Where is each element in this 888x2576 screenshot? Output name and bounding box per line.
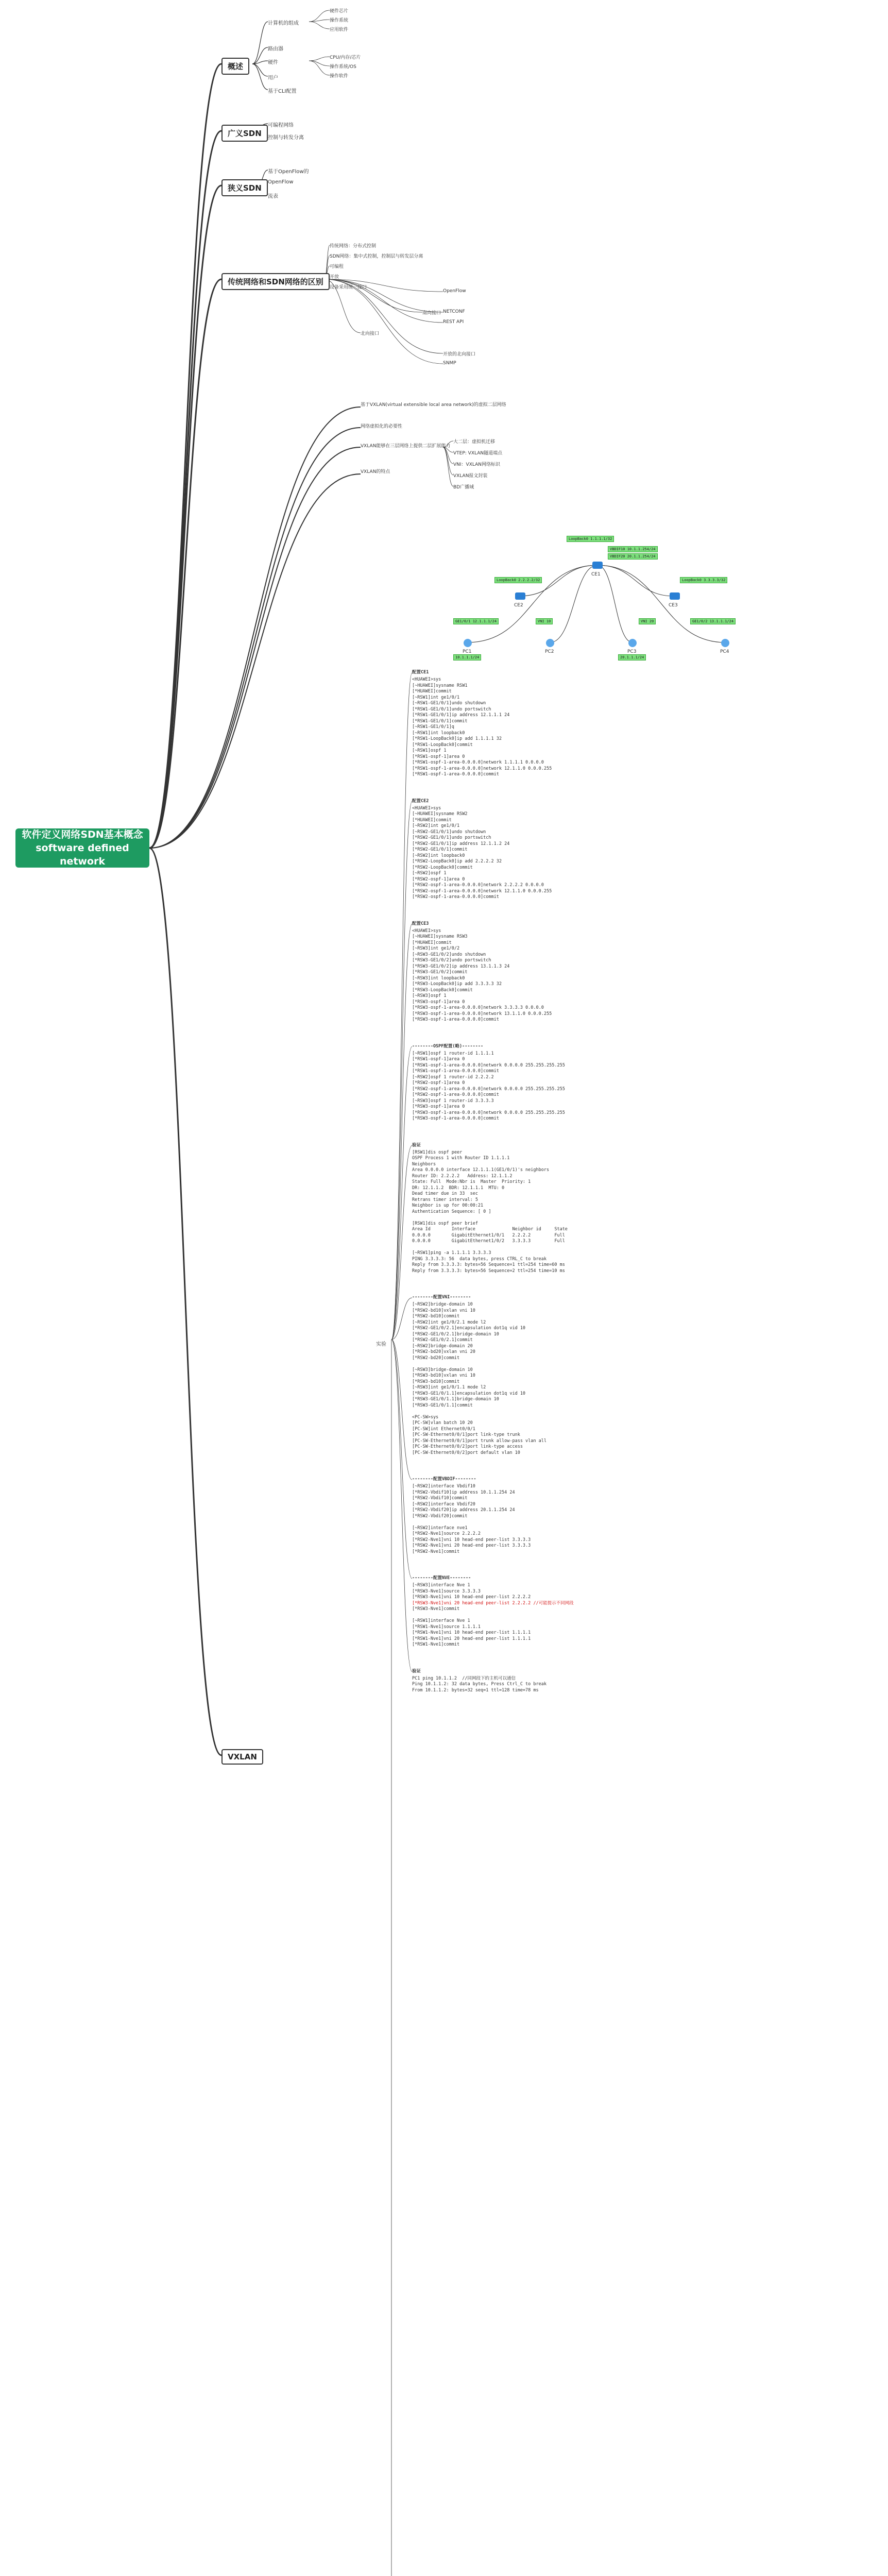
vxlan-intro-0: 基于VXLAN(virtual extensible local area network)的虚拟二层网络 bbox=[361, 402, 506, 408]
config-line: [*RSW1-ospf-1-area-0.0.0.0]network 0.0.0.0 255.255.255.255 bbox=[412, 1062, 565, 1068]
config-line: [*RSW3-GE1/0/2]commit bbox=[412, 970, 468, 975]
config-line: Ping 10.1.1.2: 32 data bytes, Press Ctrl_C to break bbox=[412, 1682, 547, 1687]
config-line: [~RSW2]interface nve1 bbox=[412, 1525, 468, 1531]
config-line: [~RSW1]ospf 1 router-id 1.1.1.1 bbox=[412, 1050, 494, 1056]
vxlan-intro-1: 网络虚拟化的必要性 bbox=[361, 424, 403, 429]
config-line: [~RSW3]int loopback0 bbox=[412, 975, 465, 981]
config-line: 0.0.0.0 GigabitEthernet1/0/2 3.3.3.3 Full bbox=[412, 1239, 565, 1244]
config-line: [*RSW2-GE1/0/2.1]commit bbox=[412, 1337, 473, 1343]
connector-line bbox=[309, 10, 330, 22]
config-line: Router ID: 2.2.2.2 Address: 12.1.1.2 bbox=[412, 1173, 513, 1179]
config-line: [*RSW2-Vbdif20]commit bbox=[412, 1513, 468, 1519]
pc-icon bbox=[628, 639, 637, 647]
config-line: [~RSW2]ospf 1 router-id 2.2.2.2 bbox=[412, 1074, 494, 1080]
config-line: [*RSW2-Nve1]vni 20 head-end peer-list 3.3.3.3 bbox=[412, 1543, 531, 1548]
intro-sub-0-2: 应用软件 bbox=[330, 27, 349, 32]
config-line: [*HUAWEI]commit bbox=[412, 940, 452, 945]
connector-line bbox=[391, 924, 412, 1340]
config-section-heading: 验证 bbox=[412, 1668, 421, 1674]
config-line: [*RSW1-Nve1]vni 20 head-end peer-list 1.1.1.1 bbox=[412, 1636, 531, 1641]
config-line: [~RSW3]interface Nve 1 bbox=[412, 1583, 470, 1588]
config-line: [*RSW2-Nve1]commit bbox=[412, 1549, 460, 1554]
connector-line bbox=[149, 447, 361, 848]
topology-node-label: PC4 bbox=[720, 649, 729, 654]
config-line: [~RSW1]int loopback0 bbox=[412, 730, 465, 736]
config-line: [*RSW2-ospf-1-area-0.0.0.0]network 0.0.0.0 255.255.255.255 bbox=[412, 1086, 565, 1092]
tradition-child-5: 南向接口 bbox=[422, 311, 441, 316]
broad-child-1: 控制与转发分离 bbox=[268, 135, 304, 141]
config-line: [*RSW3-GE1/0/2]undo portswitch bbox=[412, 958, 491, 963]
pc-icon bbox=[464, 639, 472, 647]
config-line: [~RSW1-GE1/0/1]undo shutdown bbox=[412, 701, 486, 706]
config-line: Reply from 3.3.3.3: bytes=56 Sequence=1 ttl=254 time=60 ms bbox=[412, 1262, 565, 1267]
config-line: [~RSW1]ospf 1 bbox=[412, 748, 447, 753]
root-title: 软件定义网络SDN基本概念 bbox=[22, 829, 143, 840]
side-label-experiment: 实验 bbox=[376, 1342, 386, 1347]
connector-line bbox=[391, 1340, 412, 1579]
connector-line bbox=[252, 47, 268, 64]
config-line: [*RSW3-ospf-1-area-0.0.0.0]network 3.3.3.3 0.0.0.0 bbox=[412, 1005, 544, 1010]
config-line: [*RSW1-ospf-1-area-0.0.0.0]commit bbox=[412, 772, 499, 777]
config-line: DR: 12.1.1.2 BDR: 12.1.1.1 MTU: 0 bbox=[412, 1185, 505, 1191]
connector-line bbox=[325, 279, 443, 364]
branch-narrow-sdn[interactable]: 狭义SDN bbox=[221, 179, 268, 196]
topology-address-tag: GE1/0/2 13.1.1.1/24 bbox=[690, 618, 736, 624]
vxlan-point-2: VNI：VXLAN网络标识 bbox=[453, 462, 500, 467]
connector-line bbox=[550, 565, 597, 642]
config-line: [*RSW3-ospf-1-area-0.0.0.0]commit bbox=[412, 1017, 499, 1022]
config-line: [RSW1]dis ospf peer bbox=[412, 1149, 463, 1155]
connector-line bbox=[252, 64, 268, 90]
config-line: [PC-SW-Ethernet0/0/2]port link-type access bbox=[412, 1444, 523, 1449]
config-line: [~HUAWEI]sysname RSW1 bbox=[412, 683, 468, 688]
config-line: [*RSW3-ospf-1]area 0 bbox=[412, 999, 465, 1005]
config-section-heading: 验证 bbox=[412, 1142, 421, 1148]
config-line: [*RSW2-ospf-1-area-0.0.0.0]network 2.2.2.2 0.0.0.0 bbox=[412, 883, 544, 888]
config-line: [~RSW3]bridge-domain 10 bbox=[412, 1367, 473, 1372]
config-line: [*RSW3-Nve1]source 3.3.3.3 bbox=[412, 1588, 481, 1594]
config-line: [*RSW3-GE1/0/1.1]encapsulation dot1q vid 10 bbox=[412, 1391, 526, 1396]
connector-line bbox=[325, 279, 443, 353]
config-line: From 10.1.1.2: bytes=32 seq=1 ttl=128 time=78 ms bbox=[412, 1687, 539, 1693]
config-line: [*RSW1-GE1/0/1]undo portswitch bbox=[412, 706, 491, 712]
config-line: [*RSW2-LoopBack0]ip add 2.2.2.2 32 bbox=[412, 859, 502, 864]
topology-node-label: CE1 bbox=[591, 572, 601, 577]
config-section-heading: 配置CE3 bbox=[412, 921, 429, 926]
config-line: Authentication Sequence: [ 0 ] bbox=[412, 1209, 491, 1214]
config-section-heading: --------OSPF配置(略)-------- bbox=[412, 1043, 484, 1049]
config-line: [*RSW2-ospf-1-area-0.0.0.0]commit bbox=[412, 1092, 499, 1097]
connector-line bbox=[443, 447, 453, 486]
config-line: [~HUAWEI]sysname RSW2 bbox=[412, 811, 468, 817]
tradition-child-10: 开放的北向接口 bbox=[443, 352, 476, 357]
config-line: [*RSW1-GE1/0/1]ip address 12.1.1.1 24 bbox=[412, 713, 510, 718]
config-section-heading: --------配置NVE-------- bbox=[412, 1575, 471, 1581]
config-line: [*RSW2-bd10]commit bbox=[412, 1314, 460, 1319]
config-line: [*RSW1-LoopBack0]commit bbox=[412, 742, 473, 748]
connector-line bbox=[309, 61, 330, 75]
config-line: [*RSW2-GE1/0/2.1]encapsulation dot1q vid 10 bbox=[412, 1326, 526, 1331]
config-line: [*RSW1-GE1/0/1]commit bbox=[412, 718, 468, 724]
config-line: [*RSW2-ospf-1]area 0 bbox=[412, 876, 465, 882]
config-line: [~RSW3-GE1/0/2]undo shutdown bbox=[412, 952, 486, 957]
config-line: [~RSW3]ospf 1 router-id 3.3.3.3 bbox=[412, 1098, 494, 1104]
intro-sub-0-0: 硬件芯片 bbox=[330, 9, 349, 14]
config-line: [PC-SW]int Ethernet0/0/1 bbox=[412, 1426, 475, 1432]
config-line: [~RSW1]ping -a 1.1.1.1 3.3.3.3 bbox=[412, 1250, 491, 1256]
tradition-child-7: OpenFlow bbox=[443, 289, 466, 294]
pc-icon bbox=[721, 639, 729, 647]
connector-line bbox=[391, 1047, 412, 1340]
tradition-child-11: SNMP bbox=[443, 361, 456, 366]
config-line: [*RSW1-ospf-1]area 0 bbox=[412, 754, 465, 759]
config-line: [*RSW2-Nve1]source 2.2.2.2 bbox=[412, 1531, 481, 1536]
config-line: [*RSW3-ospf-1-area-0.0.0.0]network 13.1.1.0 0.0.0.255 bbox=[412, 1011, 552, 1016]
branch-intro[interactable]: 概述 bbox=[221, 58, 249, 75]
config-line: <HUAWEI>sys bbox=[412, 805, 441, 811]
topology-address-tag: GE1/0/1 12.1.1.1/24 bbox=[453, 618, 499, 624]
vxlan-point-0: 大二层：虚拟机迁移 bbox=[453, 439, 496, 445]
config-line: [*RSW2-GE1/0/1]undo portswitch bbox=[412, 835, 491, 840]
narrow-child-0: 基于OpenFlow的 bbox=[268, 169, 309, 175]
branch-broad-sdn[interactable]: 广义SDN bbox=[221, 125, 268, 142]
config-line: [~RSW3]int ge1/0/2 bbox=[412, 946, 460, 951]
config-line: [*RSW3-GE1/0/2]ip address 13.1.1.3 24 bbox=[412, 963, 510, 969]
tradition-child-9: REST API bbox=[443, 319, 464, 325]
vxlan-intro-2: VXLAN能够在三层网络上提供二层扩展能力 bbox=[361, 444, 451, 449]
config-line: [*HUAWEI]commit bbox=[412, 817, 452, 823]
config-line: [~RSW2]bridge-domain 10 bbox=[412, 1302, 473, 1307]
config-line: Area 0.0.0.0 interface 12.1.1.1(GE1/0/1)'s neighbors bbox=[412, 1167, 550, 1173]
tradition-child-0: 传统网络：分布式控制 bbox=[330, 244, 377, 249]
config-line: [*RSW1-Nve1]source 1.1.1.1 bbox=[412, 1624, 481, 1630]
config-line: [~RSW2]interface Vbdif20 bbox=[412, 1501, 475, 1507]
config-line: [*RSW3-ospf-1-area-0.0.0.0]commit bbox=[412, 1116, 499, 1121]
config-line: [*RSW2-Nve1]vni 10 head-end peer-list 3.3.3.3 bbox=[412, 1537, 531, 1543]
broad-child-0: 可编程网络 bbox=[268, 123, 294, 128]
switch-icon bbox=[515, 592, 525, 600]
config-line: Retrans timer interval: 5 bbox=[412, 1197, 478, 1202]
config-line: [*RSW2-ospf-1-area-0.0.0.0]network 12.1.1.0 0.0.0.255 bbox=[412, 888, 552, 894]
connector-line bbox=[149, 185, 221, 848]
connector-line bbox=[391, 802, 412, 1340]
intro-sub-2-1: 操作系统/OS bbox=[330, 64, 356, 70]
narrow-child-1: OpenFlow bbox=[268, 179, 294, 185]
connector-line bbox=[391, 1146, 412, 1340]
connector-line bbox=[149, 474, 361, 848]
intro-sub-0-1: 操作系统 bbox=[330, 18, 349, 23]
topology-address-tag: 10.1.1.1/24 bbox=[453, 654, 481, 660]
config-line: [*RSW2-Vbdif10]ip address 10.1.1.254 24 bbox=[412, 1489, 515, 1495]
topology-address-tag: VBDIF20 20.1.1.254/24 bbox=[608, 553, 658, 560]
config-line: [~RSW3]int ge1/0/1.1 mode l2 bbox=[412, 1385, 486, 1390]
intro-child-4: 基于CLI配置 bbox=[268, 89, 297, 94]
config-line: [*RSW3-ospf-1-area-0.0.0.0]network 0.0.0.0 255.255.255.255 bbox=[412, 1110, 565, 1115]
config-line: <HUAWEI>sys bbox=[412, 928, 441, 934]
config-line: [~RSW1-GE1/0/1]q bbox=[412, 724, 454, 730]
topology-node-label: PC2 bbox=[545, 649, 554, 654]
config-line: [*RSW1-LoopBack0]ip add 1.1.1.1 32 bbox=[412, 736, 502, 741]
config-line: [PC-SW-Ethernet0/0/1]port link-type trunk bbox=[412, 1432, 520, 1437]
config-section-heading: 配置CE1 bbox=[412, 670, 429, 675]
switch-icon bbox=[670, 592, 680, 600]
vxlan-intro-3: VXLAN的特点 bbox=[361, 469, 390, 474]
config-line: <PC-SW>sys bbox=[412, 1414, 439, 1420]
config-line: [PC-SW-Ethernet0/0/2]port default vlan 10 bbox=[412, 1450, 520, 1455]
connector-line bbox=[309, 57, 330, 61]
config-line: PC1 ping 10.1.1.2 //同网段下的主机可以通信 bbox=[412, 1675, 516, 1681]
topology-node-label: PC1 bbox=[463, 649, 472, 654]
intro-child-2: 硬件 bbox=[268, 60, 278, 65]
config-line: OSPF Process 1 with Router ID 1.1.1.1 bbox=[412, 1156, 510, 1161]
config-line: 0.0.0.0 GigabitEthernet1/0/1 2.2.2.2 Full bbox=[412, 1232, 565, 1238]
topology-address-tag: VBDIF10 10.1.1.254/24 bbox=[608, 546, 658, 552]
connector-line bbox=[443, 447, 453, 475]
config-line: Neighbors bbox=[412, 1161, 436, 1167]
connector-line bbox=[149, 64, 221, 848]
config-section-heading: --------配置VNI-------- bbox=[412, 1295, 471, 1300]
tradition-child-1: SDN网络：集中式控制，控制层与转发层分离 bbox=[330, 254, 423, 259]
config-line: [*RSW2-GE1/0/1]commit bbox=[412, 847, 468, 852]
config-line: [*RSW3-Nve1]commit bbox=[412, 1606, 460, 1612]
config-section-heading: 配置CE2 bbox=[412, 798, 429, 804]
config-line: [*RSW2-ospf-1-area-0.0.0.0]commit bbox=[412, 894, 499, 900]
config-line: [~RSW3]ospf 1 bbox=[412, 993, 447, 998]
topology-node-label: CE3 bbox=[669, 603, 678, 608]
tradition-child-3: 开放 bbox=[330, 275, 339, 280]
topology-address-tag: VNI 10 bbox=[536, 618, 553, 624]
config-line: [*RSW3-LoopBack0]ip add 3.3.3.3 32 bbox=[412, 981, 502, 987]
branch-vxlan[interactable]: VXLAN bbox=[221, 1749, 263, 1765]
topology-node-label: CE2 bbox=[514, 603, 523, 608]
config-line: [*RSW3-Nve1]vni 10 head-end peer-list 2.2.2.2 bbox=[412, 1595, 531, 1600]
config-line: [*RSW2-ospf-1]area 0 bbox=[412, 1080, 465, 1086]
config-line: State: Full Mode:Nbr is Master Priority: 1 bbox=[412, 1179, 531, 1184]
config-line: [*RSW3-bd10]vxlan vni 10 bbox=[412, 1373, 475, 1378]
config-line: [~RSW2]interface Vbdif10 bbox=[412, 1484, 475, 1489]
config-line: [*RSW3-bd10]commit bbox=[412, 1379, 460, 1384]
config-line: [*RSW2-GE1/0/2.1]bridge-domain 10 bbox=[412, 1331, 499, 1337]
config-line: [*RSW2-LoopBack0]commit bbox=[412, 865, 473, 870]
config-line: [*RSW1-ospf-1]area 0 bbox=[412, 1057, 465, 1062]
connector-line bbox=[252, 64, 268, 76]
vxlan-point-4: BD广播域 bbox=[453, 485, 474, 490]
config-line: [*RSW1-ospf-1-area-0.0.0.0]commit bbox=[412, 1069, 499, 1074]
config-line-warning: [*RSW3-Nve1]vni 20 head-end peer-list 2.2.2.2 //可能提示不同网段 bbox=[412, 1600, 574, 1606]
config-line: [*RSW2-bd20]commit bbox=[412, 1355, 460, 1361]
intro-sub-2-0: CPU/内存/芯片 bbox=[330, 55, 361, 60]
topology-address-tag: VNI 20 bbox=[639, 618, 656, 624]
vxlan-point-1: VTEP: VXLAN隧道端点 bbox=[453, 451, 503, 456]
tradition-child-4: 设备采用统一接口 bbox=[330, 285, 367, 290]
config-line: [~RSW2]int ge1/0/2.1 mode l2 bbox=[412, 1319, 486, 1325]
pc-icon bbox=[546, 639, 554, 647]
config-line: [*RSW2-bd10]vxlan vni 10 bbox=[412, 1308, 475, 1313]
connector-line bbox=[309, 22, 330, 29]
topology-address-tag: LoopBack0 3.3.3.3/32 bbox=[680, 577, 727, 583]
root-node[interactable] bbox=[15, 828, 149, 868]
config-line: Dead timer due in 33 sec bbox=[412, 1191, 478, 1196]
config-line: [*RSW1-Nve1]vni 10 head-end peer-list 1.1.1.1 bbox=[412, 1630, 531, 1635]
topology-address-tag: 20.1.1.1/24 bbox=[618, 654, 646, 660]
config-section-heading: --------配置VBDIF-------- bbox=[412, 1477, 476, 1482]
topology-node-label: PC3 bbox=[627, 649, 637, 654]
tradition-child-2: 可编程 bbox=[330, 264, 344, 269]
config-line: [*RSW3-ospf-1]area 0 bbox=[412, 1104, 465, 1109]
topology-address-tag: LoopBack0 1.1.1.1/32 bbox=[567, 536, 614, 542]
config-line: [~RSW1]int ge1/0/1 bbox=[412, 694, 460, 700]
config-line: [*RSW2-Vbdif10]commit bbox=[412, 1496, 468, 1501]
config-line: Reply from 3.3.3.3: bytes=56 Sequence=2 ttl=254 time=10 ms bbox=[412, 1268, 565, 1274]
config-line: [*RSW2-GE1/0/1]ip address 12.1.1.2 24 bbox=[412, 841, 510, 846]
config-line: Neighbor is up for 00:00:21 bbox=[412, 1203, 484, 1208]
connector-line bbox=[149, 279, 221, 848]
topology-address-tag: LoopBack0 2.2.2.2/32 bbox=[494, 577, 542, 583]
config-line: [~RSW2]int ge1/0/1 bbox=[412, 823, 460, 828]
config-line: [~RSW2]bridge-domain 20 bbox=[412, 1343, 473, 1349]
vxlan-point-3: VXLAN报文封装 bbox=[453, 473, 488, 479]
config-line: [~RSW1]interface Nve 1 bbox=[412, 1618, 470, 1623]
connector-line bbox=[252, 22, 268, 64]
config-line: [*RSW3-GE1/0/1.1]bridge-domain 10 bbox=[412, 1397, 499, 1402]
config-line: <HUAWEI>sys bbox=[412, 677, 441, 682]
switch-icon bbox=[592, 562, 603, 569]
intro-child-1: 路由器 bbox=[268, 46, 283, 52]
config-line: [PC-SW-Ethernet0/0/1]port trunk allow-pass vlan all bbox=[412, 1438, 547, 1444]
config-line: [*RSW1-ospf-1-area-0.0.0.0]network 12.1.1.0 0.0.0.255 bbox=[412, 766, 552, 771]
intro-sub-2-2: 操作软件 bbox=[330, 74, 349, 79]
connector-line bbox=[597, 565, 633, 642]
connector-line bbox=[391, 1340, 412, 1672]
tradition-child-6: 北向接口 bbox=[361, 331, 380, 336]
config-line: [*RSW3-LoopBack0]commit bbox=[412, 987, 473, 993]
config-line: [*RSW2-bd20]vxlan vni 20 bbox=[412, 1349, 475, 1354]
config-line: [*RSW3-GE1/0/1.1]commit bbox=[412, 1402, 473, 1408]
connector-line bbox=[149, 848, 221, 1755]
branch-tradition-vs-sdn[interactable]: 传统网络和SDN网络的区别 bbox=[221, 273, 330, 290]
root-subtitle: software defined network bbox=[36, 842, 129, 867]
config-line: Area Id Interface Neighbor id State bbox=[412, 1227, 568, 1232]
config-line: [*RSW2-Vbdif20]ip address 20.1.1.254 24 bbox=[412, 1507, 515, 1513]
config-line: [~HUAWEI]sysname RSW3 bbox=[412, 934, 468, 939]
connector-line bbox=[309, 61, 330, 66]
config-line: PING 3.3.3.3: 56 data bytes, press CTRL_C to break bbox=[412, 1256, 547, 1262]
config-line: [*RSW1-ospf-1-area-0.0.0.0]network 1.1.1.1 0.0.0.0 bbox=[412, 760, 544, 765]
config-line: [PC-SW]vlan batch 10 20 bbox=[412, 1420, 473, 1426]
intro-child-3: 用户 bbox=[268, 75, 278, 81]
config-line: [*RSW1-Nve1]commit bbox=[412, 1642, 460, 1647]
tradition-child-8: NETCONF bbox=[443, 309, 465, 314]
config-line: [~RSW2]ospf 1 bbox=[412, 871, 447, 876]
narrow-child-2: 流表 bbox=[268, 194, 278, 199]
connector-line bbox=[149, 131, 221, 848]
config-line: [~RSW2]int loopback0 bbox=[412, 853, 465, 858]
config-line: [~RSW2-GE1/0/1]undo shutdown bbox=[412, 829, 486, 835]
config-line: [*HUAWEI]commit bbox=[412, 689, 452, 694]
config-line: [RSW1]dis ospf peer brief bbox=[412, 1221, 478, 1226]
intro-child-0: 计算机的组成 bbox=[268, 21, 299, 26]
